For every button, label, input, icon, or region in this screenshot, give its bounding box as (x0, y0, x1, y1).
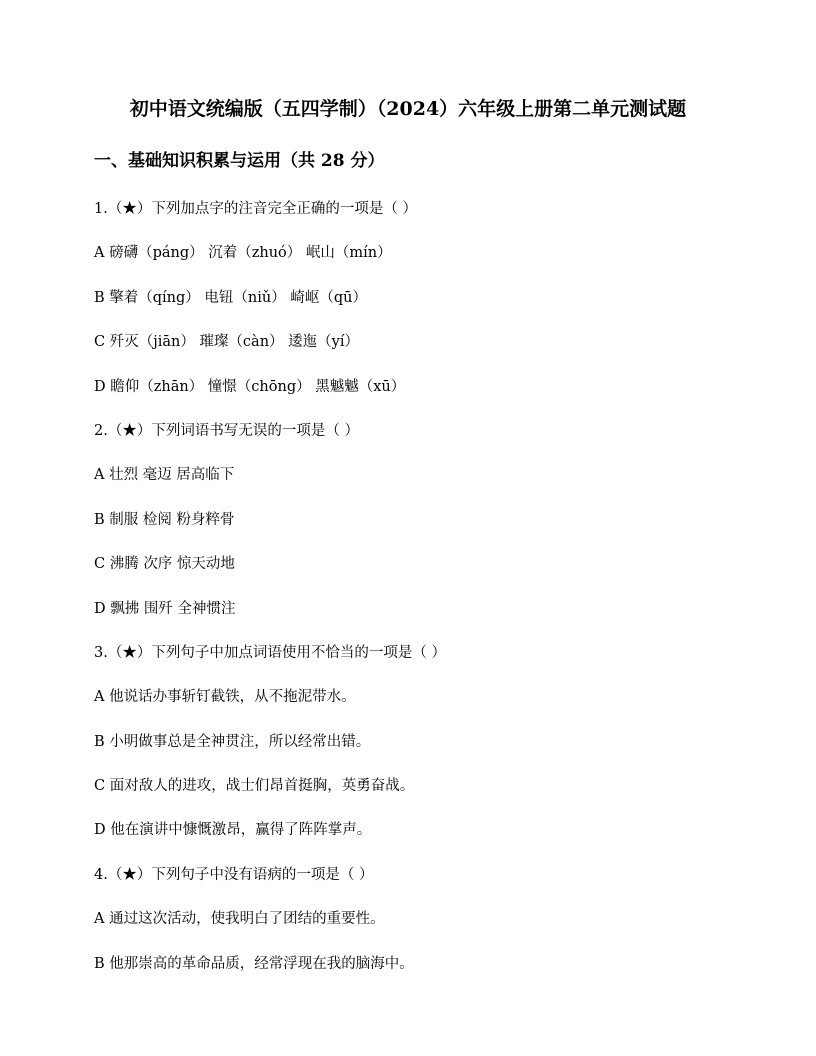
option-line: C 沸腾 次序 惊天动地 (94, 556, 235, 573)
option-line: D 飘拂 围歼 全神惯注 (94, 600, 236, 617)
option-line: A 磅礴（páng） 沉着（zhuó） 岷山（mín） (94, 245, 392, 262)
question-line: 4.（★）下列句子中没有语病的一项是（ ） (94, 866, 374, 883)
option-line: B 小明做事总是全神贯注，所以经常出错。 (94, 733, 371, 750)
question-line: 3.（★）下列句子中加点词语使用不恰当的一项是（ ） (94, 644, 446, 661)
question-line: 2.（★）下列词语书写无误的一项是（ ） (94, 422, 359, 439)
option-line: C 面对敌人的进攻，战士们昂首挺胸，英勇奋战。 (94, 778, 415, 795)
option-line: D 瞻仰（zhān） 憧憬（chōng） 黑魆魆（xū） (94, 378, 406, 395)
option-line: A 通过这次活动，使我明白了团结的重要性。 (94, 911, 385, 928)
option-line: B 擎着（qíng） 电钮（niǔ） 崎岖（qū） (94, 289, 367, 306)
section-heading: 一、基础知识积累与运用（共 28 分） (94, 151, 385, 171)
option-line: A 壮烈 毫迈 居高临下 (94, 467, 235, 484)
option-line: A 他说话办事斩钉截铁，从不拖泥带水。 (94, 689, 356, 706)
option-line: B 他那崇高的革命品质，经常浮现在我的脑海中。 (94, 955, 414, 972)
document-title: 初中语文统编版（五四学制）（2024）六年级上册第二单元测试题 (129, 98, 687, 120)
option-line: B 制服 检阅 粉身粹骨 (94, 511, 235, 528)
question-line: 1.（★）下列加点字的注音完全正确的一项是（ ） (94, 201, 417, 217)
option-line: D 他在演讲中慷慨激昂，赢得了阵阵掌声。 (94, 822, 372, 839)
option-line: C 歼灭（jiān） 璀璨（càn） 逶迤（yí） (94, 334, 359, 351)
question-list (94, 198, 774, 997)
